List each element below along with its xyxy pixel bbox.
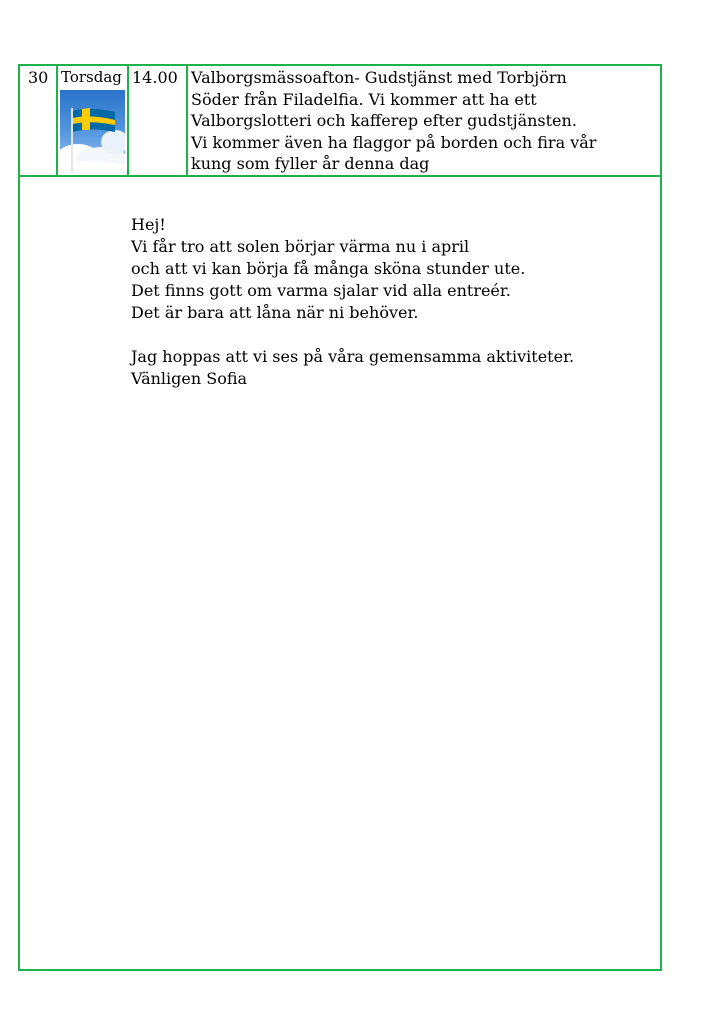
letter-line: Jag hoppas att vi ses på våra gemensamma aktiviteter. xyxy=(131,347,575,366)
column-divider-2 xyxy=(127,64,129,177)
letter-blank-line xyxy=(131,324,574,346)
column-divider-3 xyxy=(186,64,188,177)
day-number: 30 xyxy=(28,68,49,87)
column-divider-1 xyxy=(56,64,58,177)
weekday: Torsdag xyxy=(61,68,122,86)
letter-signature: Vänligen Sofia xyxy=(131,369,248,388)
letter-line: och att vi kan börja få många sköna stunder ute. xyxy=(131,259,526,278)
time: 14.00 xyxy=(132,68,178,87)
swedish-flag-image xyxy=(60,90,125,173)
description-line: Vi kommer även ha flaggor på borden och fira vår xyxy=(191,132,597,152)
letter-text xyxy=(131,214,574,390)
table-border-top xyxy=(18,64,662,66)
table-border-left xyxy=(18,64,20,971)
letter-greeting: Hej! xyxy=(131,215,166,234)
description-line: Valborgsmässoafton- Gudstjänst med Torbjörn xyxy=(191,68,567,87)
description-line: Söder från Filadelfia. Vi kommer att ha ett xyxy=(191,89,537,109)
description-line: kung som fyller år denna dag xyxy=(191,154,430,173)
table-border-right xyxy=(660,64,662,971)
letter-line: Det finns gott om varma sjalar vid alla entreér. xyxy=(131,281,511,300)
description-line: Valborgslotteri och kafferep efter gudstjänsten. xyxy=(191,111,577,130)
row-divider xyxy=(18,175,662,177)
letter-line: Det är bara att låna när ni behöver. xyxy=(131,303,419,322)
event-description xyxy=(191,67,659,175)
table-border-bottom xyxy=(18,969,662,971)
letter-line: Vi får tro att solen börjar värma nu i april xyxy=(131,237,470,256)
